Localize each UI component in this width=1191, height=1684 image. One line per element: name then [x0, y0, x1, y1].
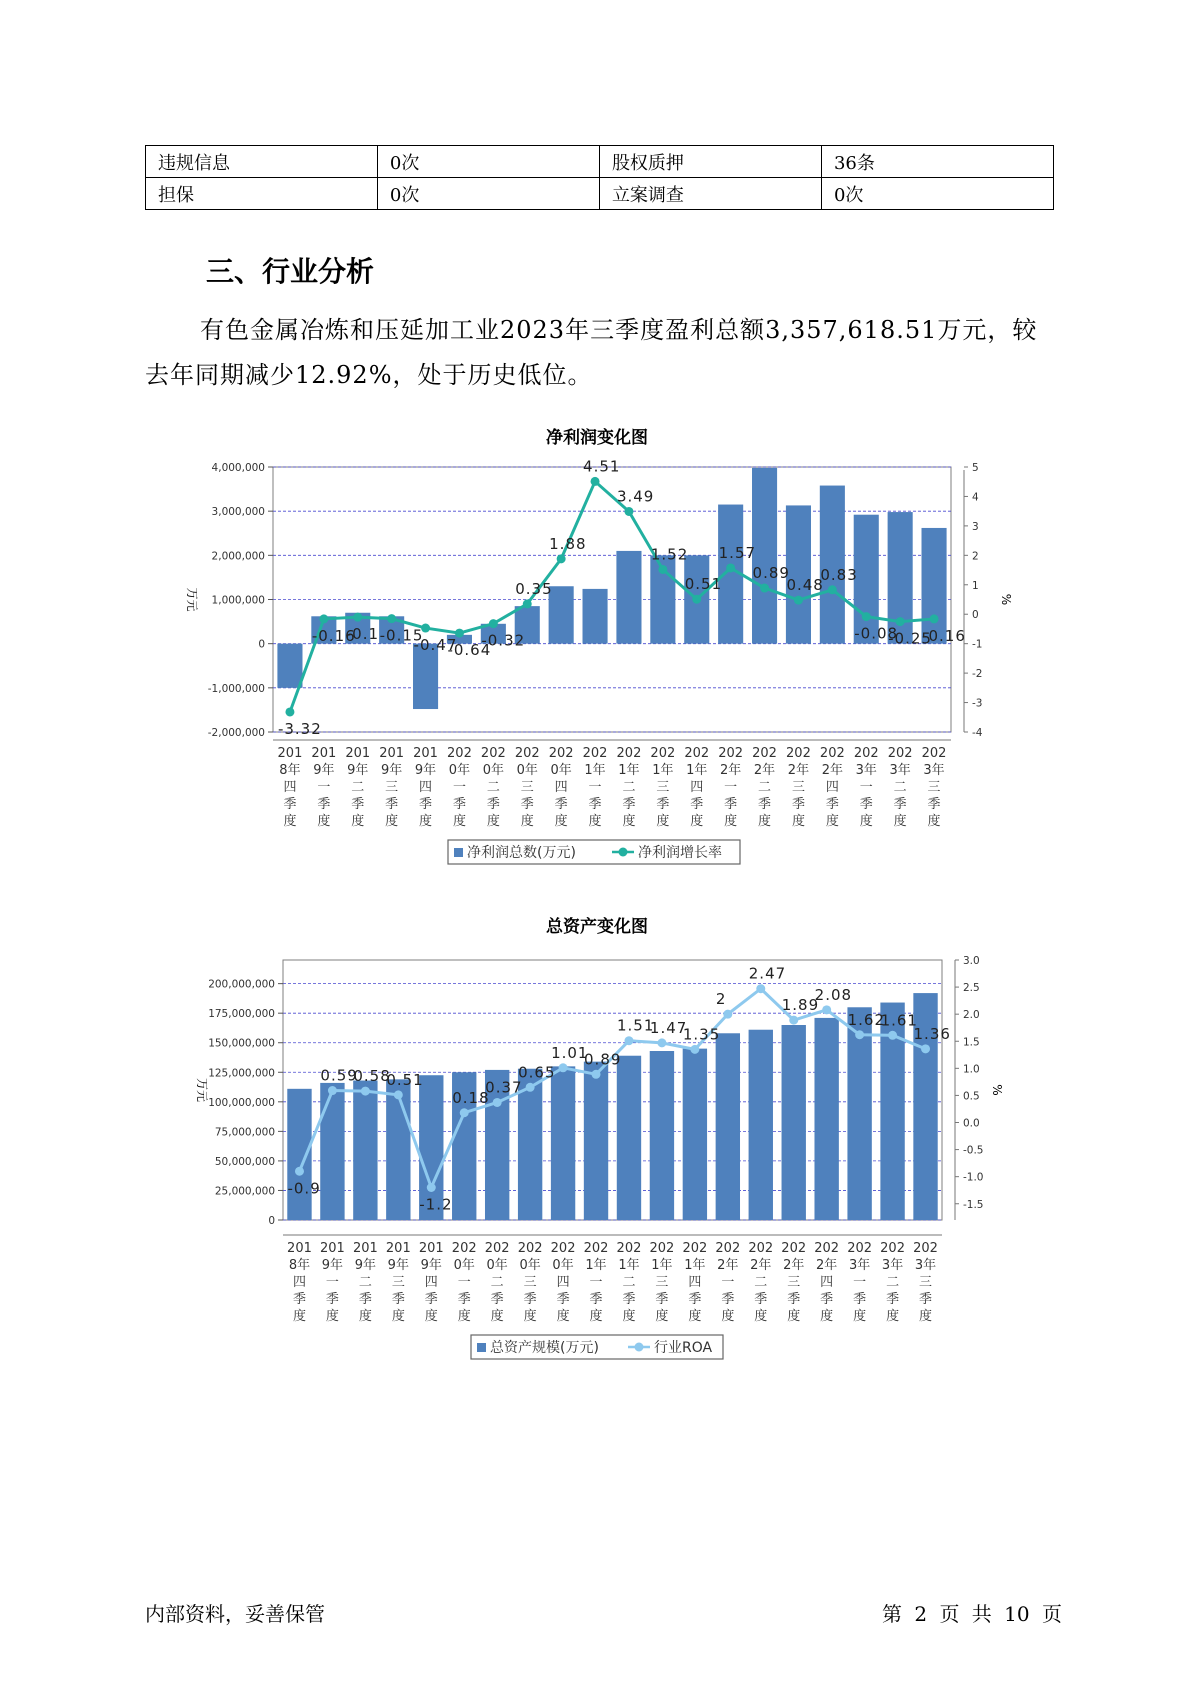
line-point [592, 1070, 601, 1079]
y-right-tick-label: -1 [972, 638, 983, 651]
y-left-tick-label: 50,000,000 [214, 1155, 275, 1168]
data-label: 1.57 [718, 543, 757, 562]
bar [583, 589, 608, 644]
y-right-tick-label: -4 [972, 727, 983, 739]
y-right-tick-label: 3.0 [963, 955, 980, 967]
bar [617, 1056, 641, 1220]
data-label: -0.64 [447, 641, 492, 660]
line-point [692, 595, 701, 604]
line-point [489, 619, 498, 628]
line-point [822, 1005, 831, 1014]
line-point [523, 599, 532, 608]
x-tick-label: 202 3年二季度 [887, 746, 913, 829]
x-tick-label: 202 3年三季度 [913, 1241, 938, 1324]
y-left-tick-label: 75,000,000 [214, 1126, 275, 1139]
data-label: 2.47 [748, 964, 787, 983]
line-point [657, 1038, 666, 1047]
y-left-tick-label: 100,000,000 [208, 1096, 275, 1109]
table-cell: 0次 [377, 146, 599, 178]
y-left-tick-label: 3,000,000 [211, 506, 265, 519]
data-label: -0.15 [379, 626, 424, 645]
y-right-tick-label: 2.0 [963, 1009, 980, 1022]
chart-title: 净利润变化图 [546, 428, 648, 448]
y-left-tick-label: -1,000,000 [207, 682, 265, 695]
data-label: 1.01 [551, 1043, 589, 1062]
bar [814, 1018, 838, 1220]
bar [320, 1083, 344, 1220]
line-point [794, 596, 803, 605]
data-label: 1.35 [682, 1025, 721, 1044]
line-point [789, 1016, 798, 1025]
x-tick-label: 202 2年二季度 [752, 746, 777, 829]
y-right-tick-label: 1.5 [963, 1036, 980, 1049]
y-right-tick-label: 0 [972, 609, 979, 622]
line-point [723, 1010, 732, 1019]
x-tick-label: 202 0年三季度 [514, 746, 540, 829]
data-label: 1.88 [549, 534, 587, 553]
data-label: -0.1 [345, 625, 380, 644]
bar [277, 644, 302, 688]
y-right-tick-label: -1.0 [963, 1171, 984, 1184]
data-label: 3.49 [616, 487, 655, 506]
line-point [756, 984, 765, 993]
data-label: 0.89 [752, 564, 790, 583]
data-label: 1.62 [847, 1010, 886, 1029]
table-cell: 股权质押 [599, 146, 821, 178]
chart-title: 总资产变化图 [546, 917, 648, 937]
data-label: 0.89 [584, 1050, 622, 1069]
line-point [557, 554, 566, 563]
x-tick-label: 202 1年二季度 [616, 746, 642, 829]
data-label: -0.08 [854, 624, 899, 643]
x-tick-label: 202 3年一季度 [847, 1241, 873, 1324]
table-cell: 立案调查 [599, 178, 821, 210]
y-left-tick-label: 175,000,000 [208, 1008, 275, 1021]
line-point [387, 614, 396, 623]
table-cell: 担保 [146, 178, 378, 210]
x-tick-label: 202 0年一季度 [447, 746, 472, 829]
line-point [361, 1087, 370, 1096]
total-assets-chart [0, 915, 1191, 1395]
data-label: -0.16 [311, 626, 356, 645]
line-point [921, 1044, 930, 1053]
data-label: 0.51 [684, 575, 723, 594]
section-title: 三、行业分析 [206, 255, 375, 288]
x-tick-label: 202 0年二季度 [484, 1241, 510, 1324]
data-label: -0.9 [287, 1179, 321, 1198]
data-label: 1.52 [650, 545, 689, 564]
x-tick-label: 202 2年二季度 [748, 1241, 774, 1324]
x-tick-label: 202 2年一季度 [715, 1241, 741, 1324]
page-number: 第 2 页 共 10 页 [882, 1602, 1062, 1626]
x-tick-label: 202 1年二季度 [616, 1241, 642, 1324]
table-row [146, 178, 1054, 210]
data-label: 2.08 [814, 985, 853, 1004]
line-point [559, 1063, 568, 1072]
bar [782, 1025, 806, 1220]
data-label: 1.36 [913, 1024, 951, 1043]
y-left-tick-label: 25,000,000 [214, 1185, 275, 1198]
x-tick-label: 202 1年一季度 [583, 1241, 609, 1324]
legend-bar-swatch [454, 848, 463, 857]
line-point [888, 1031, 897, 1040]
x-tick-label: 202 0年四季度 [550, 1241, 576, 1324]
bar [584, 1062, 608, 1220]
bar [650, 1051, 674, 1220]
legend-line-marker [635, 1343, 644, 1352]
y-right-tick-label: -3 [972, 697, 983, 710]
y-right-tick-label: 0.5 [963, 1090, 980, 1103]
y-right-tick-label: 0.0 [963, 1117, 980, 1130]
data-label: -3.32 [277, 719, 322, 738]
bar [353, 1081, 377, 1220]
x-tick-label: 202 1年四季度 [684, 746, 710, 829]
y-right-tick-label: -1.5 [963, 1198, 984, 1211]
data-label: 0.59 [320, 1066, 358, 1085]
y-left-tick-label: 4,000,000 [211, 462, 265, 474]
line-point [460, 1108, 469, 1117]
x-tick-label: 202 1年三季度 [650, 746, 676, 829]
data-label: -1.2 [419, 1195, 453, 1214]
x-tick-label: 201 9年二季度 [345, 746, 371, 829]
y-left-title: 万元 [185, 587, 199, 612]
x-tick-label: 202 2年三季度 [786, 746, 811, 829]
y-right-tick-label: -0.5 [963, 1144, 984, 1157]
line-point [760, 584, 769, 593]
line-point [295, 1167, 304, 1176]
x-tick-label: 202 3年二季度 [880, 1241, 905, 1324]
x-tick-label: 201 9年一季度 [320, 1241, 345, 1324]
line-point [427, 1183, 436, 1192]
bar [616, 551, 641, 644]
line-point [319, 614, 328, 623]
footer-note: 内部资料，妥善保管 [145, 1602, 325, 1626]
line-point [328, 1086, 337, 1095]
x-tick-label: 202 0年一季度 [451, 1241, 477, 1324]
line-point [526, 1083, 535, 1092]
y-right-tick-label: 3 [972, 520, 979, 533]
data-label: 1.61 [880, 1011, 918, 1030]
bar [749, 1030, 773, 1220]
x-tick-label: 202 1年一季度 [582, 746, 608, 829]
risk-info-table [145, 145, 1054, 210]
data-label: -0.47 [413, 636, 458, 655]
y-left-tick-label: 0 [268, 1215, 275, 1227]
x-tick-label: 202 2年三季度 [781, 1241, 807, 1324]
x-tick-label: 202 2年四季度 [819, 746, 845, 829]
x-tick-label: 202 1年四季度 [682, 1241, 708, 1324]
x-tick-label: 202 1年三季度 [649, 1241, 675, 1324]
data-label: 0.48 [786, 576, 824, 595]
table-cell: 违规信息 [146, 146, 378, 178]
x-tick-label: 202 2年一季度 [718, 746, 744, 829]
x-tick-label: 202 3年三季度 [921, 746, 947, 829]
y-left-tick-label: 0 [258, 638, 265, 651]
bar [716, 1033, 740, 1220]
line-point [726, 563, 735, 572]
data-label: -0.32 [481, 631, 526, 650]
y-right-tick-label: 4 [972, 491, 979, 504]
data-label: 0.83 [820, 565, 858, 584]
y-left-tick-label: -2,000,000 [207, 727, 265, 739]
bar [551, 1066, 575, 1220]
x-tick-label: 202 0年三季度 [517, 1241, 543, 1324]
y-right-title: % [999, 593, 1013, 606]
bar [386, 1079, 410, 1220]
y-left-tick-label: 200,000,000 [208, 978, 275, 991]
data-label: 0.58 [353, 1067, 391, 1086]
legend-bar-swatch [477, 1343, 486, 1352]
line-point [862, 612, 871, 621]
line-point [690, 1045, 699, 1054]
x-tick-label: 202 0年二季度 [480, 746, 506, 829]
x-tick-label: 201 9年三季度 [385, 1241, 411, 1324]
x-tick-label: 202 3年一季度 [853, 746, 879, 829]
x-tick-label: 201 9年四季度 [413, 746, 438, 829]
y-right-tick-label: -2 [972, 668, 983, 681]
x-tick-label: 201 9年三季度 [379, 746, 405, 829]
x-tick-label: 202 2年四季度 [814, 1241, 840, 1324]
y-right-tick-label: 2.5 [963, 982, 980, 995]
table-cell: 36条 [821, 146, 1053, 178]
x-tick-label: 201 9年一季度 [311, 746, 337, 829]
data-label: 1.89 [781, 996, 820, 1015]
line-point [855, 1030, 864, 1039]
legend-line-marker [619, 848, 628, 857]
line-point [394, 1090, 403, 1099]
analysis-paragraph: 有色金属冶炼和压延加工业2023年三季度盈利总额3,357,618.51万元，较去年同期减少12.92%，处于历史低位。 [145, 316, 1038, 389]
line-point [591, 477, 600, 486]
data-label: 0.51 [386, 1070, 424, 1089]
data-label: -0.25 [888, 629, 932, 648]
data-label: 0.65 [518, 1063, 556, 1082]
bar [820, 486, 845, 644]
y-right-tick-label: 1 [972, 579, 979, 592]
data-label: 0.35 [515, 579, 553, 598]
legend-line-label: 净利润增长率 [638, 845, 722, 861]
y-right-tick-label: 1.0 [963, 1063, 980, 1076]
x-tick-label: 201 8年四季度 [277, 746, 303, 829]
y-left-tick-label: 1,000,000 [211, 594, 265, 607]
legend-bar-label: 净利润总数(万元) [467, 845, 576, 861]
legend-line-label: 行业ROA [654, 1340, 713, 1356]
y-right-tick-label: 2 [972, 550, 979, 563]
table-cell: 0次 [377, 178, 599, 210]
table-row [146, 146, 1054, 178]
y-left-tick-label: 150,000,000 [208, 1037, 275, 1050]
line-point [828, 585, 837, 594]
line-point [624, 507, 633, 516]
data-label: 1.47 [649, 1018, 688, 1037]
y-left-title: 万元 [195, 1077, 209, 1103]
x-tick-label: 201 9年二季度 [352, 1241, 378, 1324]
bar [287, 1089, 311, 1220]
bar [683, 1049, 707, 1220]
x-tick-label: 201 9年四季度 [418, 1241, 444, 1324]
y-left-tick-label: 125,000,000 [208, 1067, 275, 1080]
line-point [353, 613, 362, 622]
data-label: 0.18 [452, 1088, 490, 1107]
line-point [930, 614, 939, 623]
data-label: -0.16 [922, 626, 966, 645]
legend-bar-label: 总资产规模(万元) [490, 1340, 599, 1356]
y-right-title: % [990, 1084, 1004, 1096]
y-left-tick-label: 2,000,000 [211, 550, 265, 563]
data-label: 1.51 [616, 1016, 655, 1035]
line-point [493, 1098, 502, 1107]
line-point [624, 1036, 633, 1045]
data-label: 2 [715, 990, 727, 1009]
x-tick-label: 201 8年四季度 [287, 1241, 312, 1324]
data-label: 0.37 [485, 1078, 523, 1097]
table-cell: 0次 [821, 178, 1053, 210]
y-right-tick-label: 5 [972, 462, 979, 474]
x-tick-label: 202 0年四季度 [548, 746, 574, 829]
line-point [658, 565, 667, 574]
line-point [285, 707, 294, 716]
data-label: 4.51 [583, 457, 621, 476]
